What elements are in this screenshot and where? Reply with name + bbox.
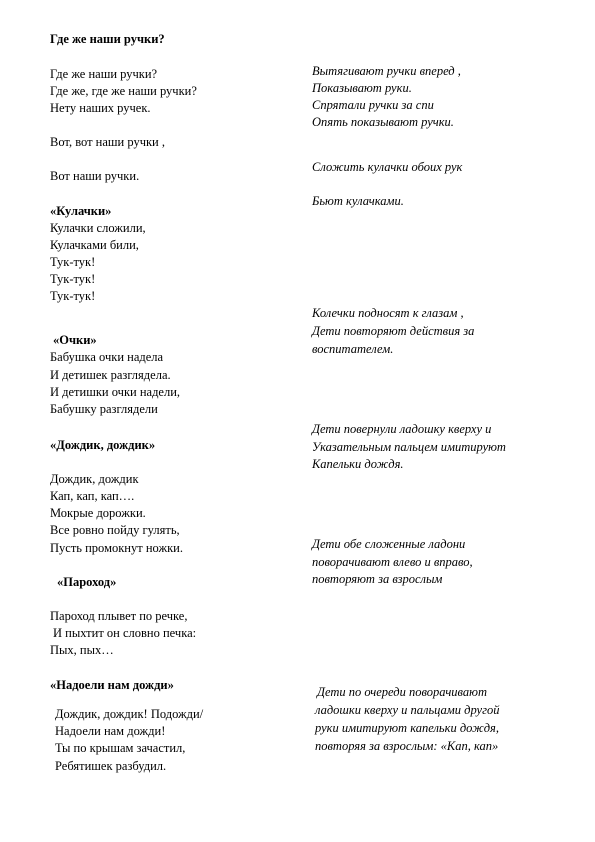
poem-line: Дождик, дождик [50, 472, 139, 486]
poem-line: Пусть промокнут ножки. [50, 541, 183, 555]
instruction-line: поворачивают влево и вправо, [312, 555, 473, 569]
poem-line: Вот наши ручки. [50, 169, 140, 183]
poem-line: Ты по крышам зачастил, [55, 741, 186, 755]
poem-line: Тук-тук! [50, 255, 96, 269]
instruction-line: Спрятали ручки за спи [312, 98, 434, 112]
poem-line: Тук-тук! [50, 289, 96, 303]
instruction-line: Вытягивают ручки вперед , [312, 64, 461, 78]
poem-heading: «Надоели нам дожди» [50, 678, 174, 692]
instruction-line: повторяя за взрослым: «Кап, кап» [315, 739, 499, 753]
instruction-line: руки имитируют капельки дождя, [315, 721, 499, 735]
instruction-line: Дети обе сложенные ладони [312, 537, 466, 551]
poem-heading: «Пароход» [57, 575, 117, 589]
poem-line: Кулачки сложили, [50, 221, 146, 235]
poem-line: Надоели нам дожди! [55, 724, 166, 738]
instruction-line: воспитателем. [312, 342, 394, 356]
instruction-line: Дети повторяют действия за [312, 324, 475, 338]
poem-line: Где же наши ручки? [50, 67, 158, 81]
instruction-line: Бьют кулачками. [312, 194, 404, 208]
poem-line: Бабушка очки надела [50, 350, 164, 364]
poem-line: Нету наших ручек. [50, 101, 151, 115]
poem-line: Пых, пых… [50, 643, 114, 657]
poem-line: И детишки очки надели, [50, 385, 181, 399]
instruction-line: повторяют за взрослым [312, 572, 443, 586]
instruction-line: Опять показывают ручки. [312, 115, 454, 129]
poem-line: Кулачками били, [50, 238, 139, 252]
poem-line: И детишек разглядела. [50, 368, 171, 382]
instruction-line: Сложить кулачки обоих рук [312, 160, 463, 174]
page-title: Где же наши ручки? [50, 32, 165, 46]
instruction-line: Дети по очереди поворачивают [317, 685, 487, 699]
poem-heading: «Кулачки» [50, 204, 112, 218]
poem-line: Вот, вот наши ручки , [50, 135, 165, 149]
poem-heading: «Очки» [53, 333, 97, 347]
instruction-line: Указательным пальцем имитируют [312, 440, 506, 454]
poem-line: И пыхтит он словно печка: [53, 626, 197, 640]
instruction-line: Дети повернули ладошку кверху и [312, 422, 492, 436]
poem-heading: «Дождик, дождик» [50, 438, 156, 452]
poem-line: Пароход плывет по речке, [50, 609, 188, 623]
poem-line: Тук-тук! [50, 272, 96, 286]
instruction-line: ладошки кверху и пальцами другой [315, 703, 500, 717]
poem-line: Бабушку разглядели [50, 402, 158, 416]
poem-line: Все ровно пойду гулять, [50, 523, 180, 537]
instruction-line: Колечки подносят к глазам , [312, 306, 464, 320]
poem-line: Где же, где же наши ручки? [50, 84, 197, 98]
poem-line: Кап, кап, кап…. [50, 489, 135, 503]
poem-line: Ребятишек разбудил. [55, 759, 167, 773]
instruction-line: Капельки дождя. [312, 457, 404, 471]
poem-line: Мокрые дорожки. [50, 506, 146, 520]
instruction-line: Показывают руки. [312, 81, 412, 95]
poem-line: Дождик, дождик! Подожди/ [55, 707, 204, 721]
